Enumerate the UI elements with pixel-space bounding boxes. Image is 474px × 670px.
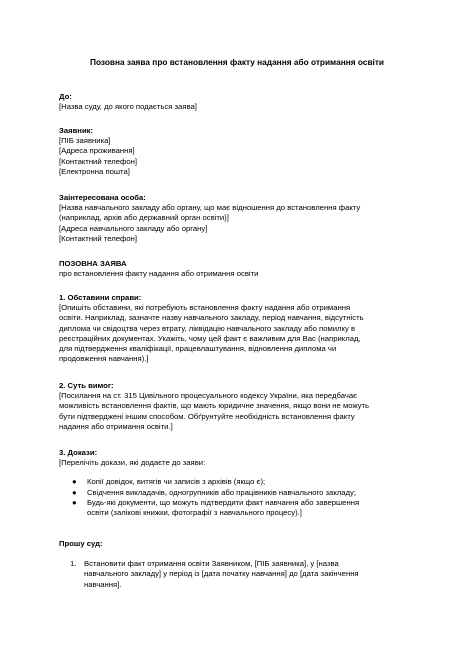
request-list — [59, 559, 419, 590]
essence-heading: 2. Суть вимог: — [59, 381, 114, 390]
circumstances-line: диплома чи свідоцтва через втрату, ліквідацію навчального закладу або помилку в — [59, 323, 356, 333]
essence-line: можливість встановлення фактів, що мають юридичне значення, якщо вони не можуть — [59, 401, 370, 411]
applicant-line: [Контактний телефон] — [59, 156, 137, 166]
request-section — [59, 539, 419, 590]
bullet-icon: ● — [72, 477, 77, 487]
request-item-number: 1. — [70, 559, 77, 569]
evidence-section — [59, 448, 419, 518]
request-item-line: навчального закладу] у період із [дата початку навчання] до [дата закінчення — [84, 569, 359, 579]
claim-heading-section — [59, 259, 419, 279]
recipient-label: До: — [59, 92, 72, 101]
evidence-intro: [Перелічіть докази, які додаєте до заяви: — [59, 458, 206, 468]
claim-subheading: про встановлення факту надання або отримання освіти — [59, 269, 259, 279]
recipient-section — [59, 92, 419, 112]
circumstances-line: реєстраційних документах. Укажіть, чому цей факт є важливим для Вас (наприклад, — [59, 333, 361, 343]
applicant-section — [59, 126, 419, 177]
circumstances-line: для підтвердження кваліфікації, працевлаштування, відновлення диплома чи — [59, 344, 337, 354]
evidence-item — [59, 488, 419, 498]
circumstances-line: [Опишіть обставини, які потребують встановлення факту надання або отримання — [59, 303, 351, 313]
essence-line: [Посилання на ст. 315 Цивільного процесуального кодексу України, яка передбачає — [59, 391, 358, 401]
applicant-line: [Адреса проживання] — [59, 146, 135, 156]
evidence-item-text: Будь-які документи, що можуть підтвердити факт навчання або завершення — [87, 497, 360, 507]
applicant-line: [ПІБ заявника] — [59, 136, 111, 146]
interested-party-line: (наприклад, архів або державний орган освіти)] — [59, 213, 229, 223]
document-title: Позовна заява про встановлення факту надання або отримання освіти — [89, 57, 385, 67]
evidence-list — [59, 477, 419, 518]
applicant-label: Заявник: — [59, 126, 94, 135]
claim-heading: ПОЗОВНА ЗАЯВА — [59, 259, 127, 268]
interested-party-line: [Контактний телефон] — [59, 233, 137, 243]
essence-line: бути підтверджені іншим способом. Обґрунтуйте необхідність встановлення факту — [59, 411, 355, 421]
evidence-item-text: Свідчення викладачів, одногрупників або працівників навчального закладу; — [87, 487, 356, 497]
circumstances-line: продовження навчання).] — [59, 354, 149, 364]
bullet-icon: ● — [72, 487, 77, 497]
essence-line: надання або отримання освіти.] — [59, 421, 173, 431]
circumstances-heading: 1. Обставини справи: — [59, 293, 142, 302]
request-item — [59, 559, 419, 590]
evidence-heading: 3. Докази: — [59, 448, 98, 457]
interested-party-line: [Назва навчального закладу або органу, що має відношення до встановлення факту — [59, 203, 361, 213]
evidence-item-text: освіти (залікові книжки, фотографії з навчального процесу).] — [87, 508, 302, 518]
evidence-item — [59, 498, 419, 518]
circumstances-section — [59, 293, 419, 364]
interested-party-section — [59, 193, 419, 244]
evidence-item — [59, 477, 419, 487]
essence-section — [59, 381, 419, 432]
recipient-line: [Назва суду, до якого подається заява] — [59, 102, 197, 112]
interested-party-label: Заінтересована особа: — [59, 193, 146, 202]
request-item-line: Встановити факт отримання освіти Заявником, [ПІБ заявника], у [назва — [84, 559, 339, 569]
circumstances-line: освіти. Наприклад, зазначте назву навчального закладу, період навчання, відсутність — [59, 313, 364, 323]
bullet-icon: ● — [72, 497, 77, 507]
evidence-item-text: Копії довідок, витягів чи записів з архівів (якщо є); — [87, 477, 266, 487]
request-heading: Прошу суд: — [59, 539, 103, 548]
interested-party-line: [Адреса навчального закладу або органу] — [59, 223, 208, 233]
request-item-line: навчання]. — [84, 579, 122, 589]
applicant-line: [Електронна пошта] — [59, 166, 130, 176]
